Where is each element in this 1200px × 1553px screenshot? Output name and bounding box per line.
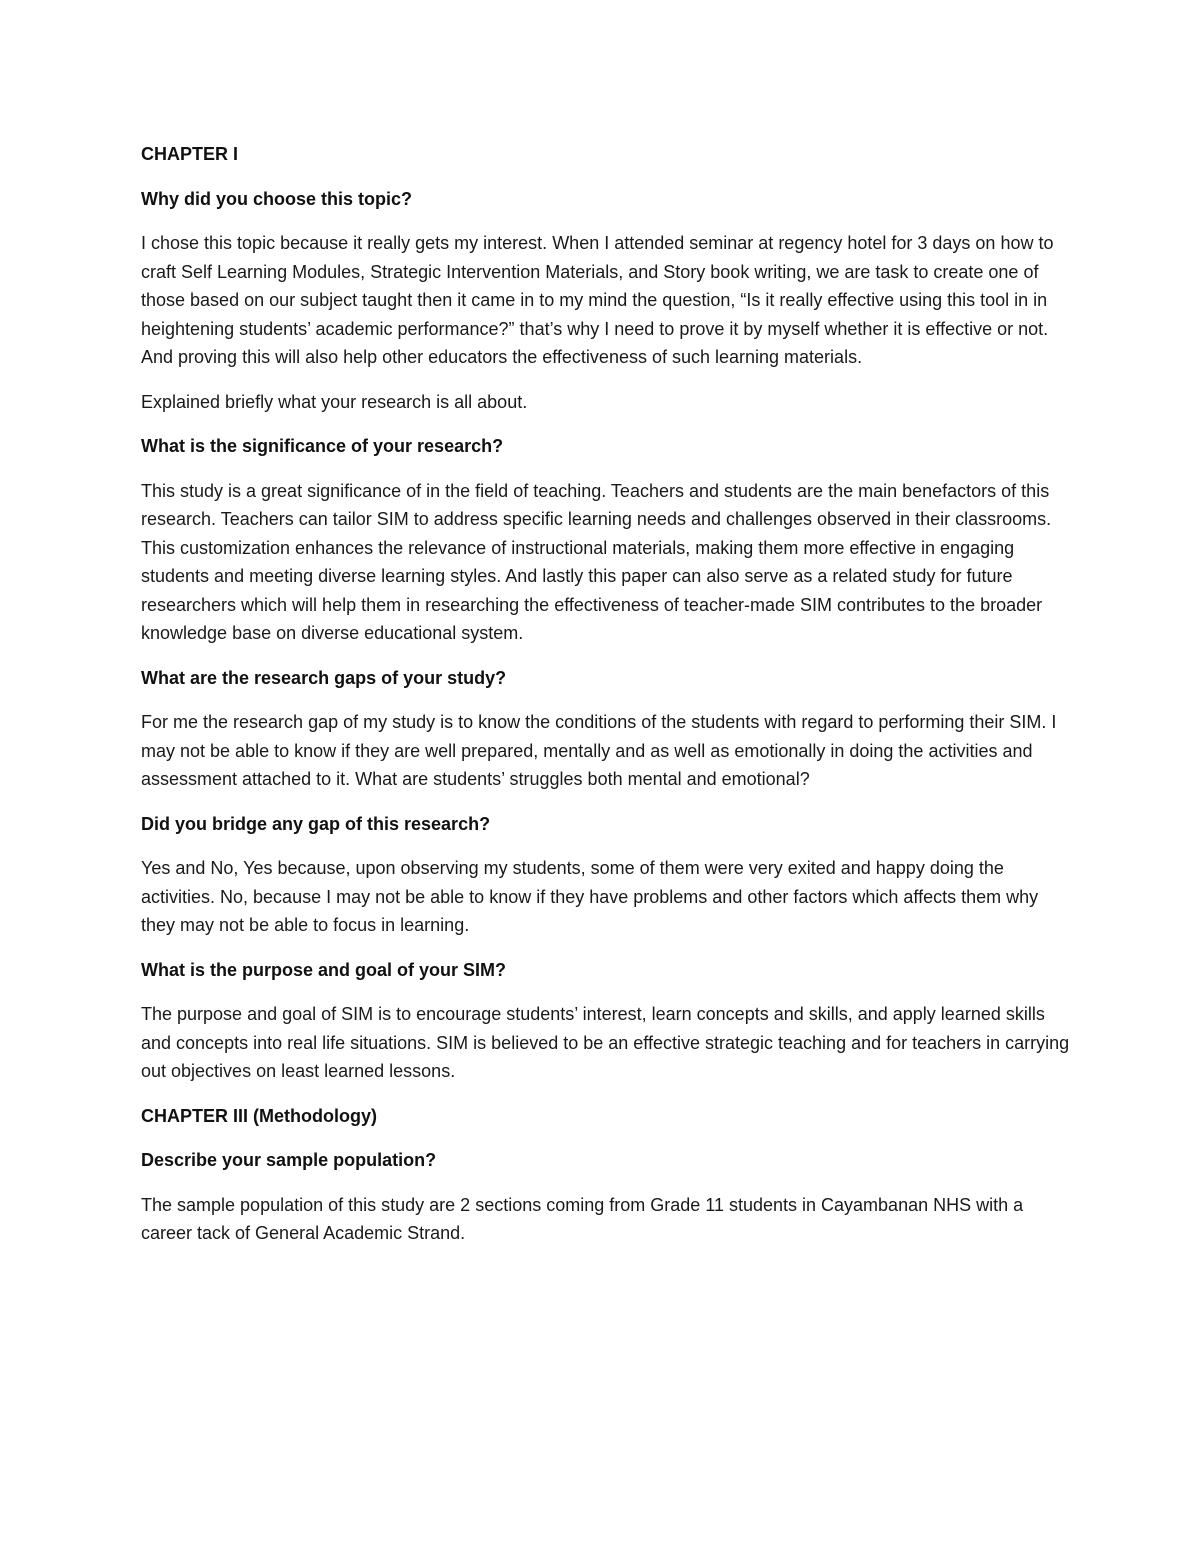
chapter-1-heading: CHAPTER I [141,144,239,164]
answer-research-gaps: For me the research gap of my study is to know the conditions of the students with regard to performing their SIM. I may not be able to know if they are well prepared, mentally and as well as emotionally in doing the activities and assessment attached to it. What are students’ struggles both mental and emotional? [141,712,1057,789]
question-bridge-gap: Did you bridge any gap of this research? [141,813,491,834]
question-purpose-goal: What is the purpose and goal of your SIM? [141,959,507,980]
answer-why-topic: I chose this topic because it really gets my interest. When I attended seminar at regency hotel for 3 days on how to craft Self Learning Modules, Strategic Intervention Materials, and Story book writing, we are task to create one of those based on our subject taught then it came in to my mind the question, “Is it really effective using this tool in in heightening students’ academic performance?” that’s why I need to prove it by myself whether it is effective or not. And proving this will also help other educators the effectiveness of such learning materials. [141,233,1054,367]
answer-purpose-goal: The purpose and goal of SIM is to encourage students’ interest, learn concepts and skills, and apply learned skills and concepts into real life situations. SIM is believed to be an effective strategic teaching and for teachers in carrying out objectives on least learned lessons. [141,1004,1070,1081]
explain-research-prompt: Explained briefly what your research is all about. [141,391,528,412]
question-significance: What is the significance of your research? [141,436,504,456]
question-sample-population: Describe your sample population? [141,1150,437,1170]
question-research-gaps: What are the research gaps of your study? [141,667,507,688]
chapter-3-heading: CHAPTER III (Methodology) [141,1105,377,1126]
answer-bridge-gap: Yes and No, Yes because, upon observing my students, some of them were very exited and happy doing the activities. No, because I may not be able to know if they have problems and other factors which affects them why they may not be able to focus in learning. [141,858,1039,935]
answer-sample-population: The sample population of this study are 2 sections coming from Grade 11 students in Cayambanan NHS with a career tack of General Academic Strand. [141,1194,1024,1243]
document-body [141,140,1071,1264]
answer-significance: This study is a great significance of in the field of teaching. Teachers and students are the main benefactors of this research. Teachers can tailor SIM to address specific learning needs and challenges observed in their classrooms. This customization enhances the relevance of instructional materials, making them more effective in engaging students and meeting diverse learning styles. And lastly this paper can also serve as a related study for future researchers which will help them in researching the effectiveness of teacher-made SIM contributes to the broader knowledge base on diverse educational system. [141,480,1052,643]
question-why-topic: Why did you choose this topic? [141,188,413,209]
